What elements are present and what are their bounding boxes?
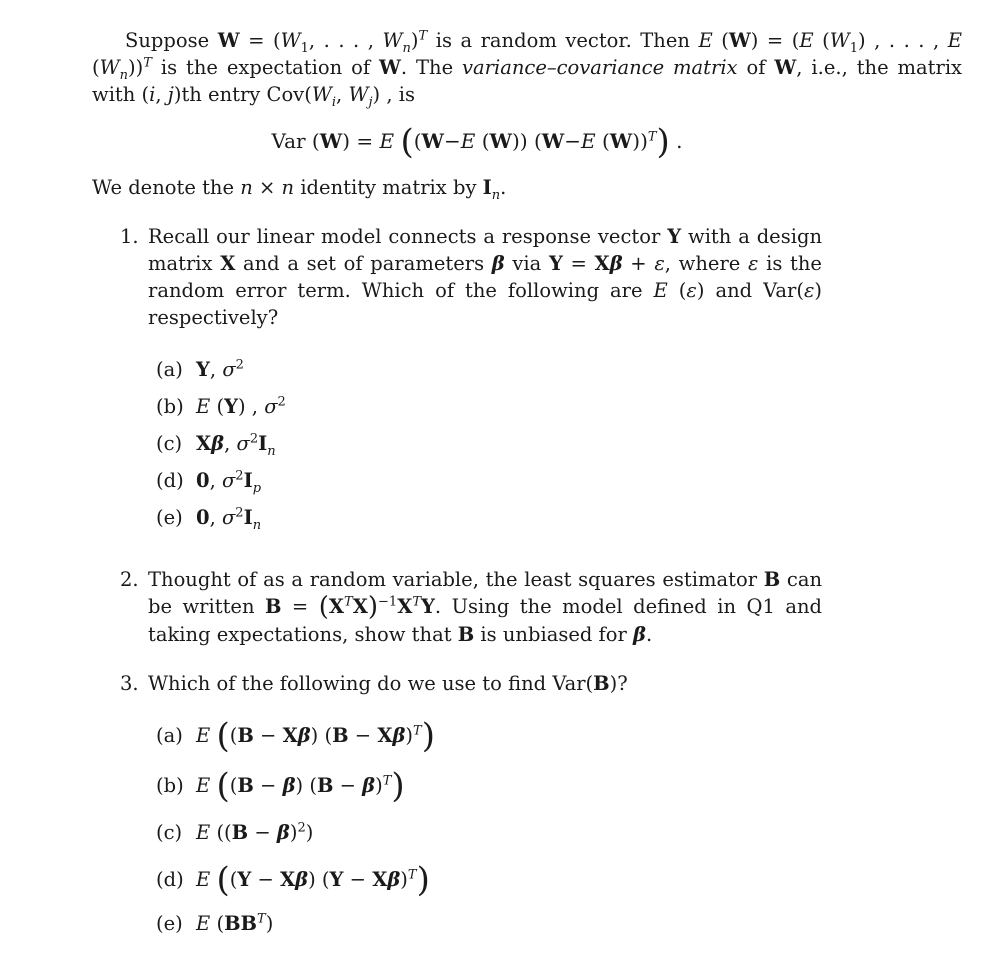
option-1d: (d) 0, $\sigma^2I_p$ xyxy=(156,468,262,496)
question-text: Thought of as a random variable, the least squares estimator B can be written $B = (X^TX)^{-1}X^TY$. Using the model defined in Q1 and taking expectations, show that B is unbiased for β. xyxy=(148,568,823,646)
question-text: Recall our linear model connects a response vector Y with a design matrix X and a set of parameters β via Y = Xβ + ε, where ε is the random error term. Which of the following are E (ε) and Var(ε) respectively? xyxy=(148,225,823,329)
option-1a: (a) Y, $\sigma^2$ xyxy=(156,357,244,381)
intro-emphasis: variance–covariance matrix xyxy=(462,56,738,79)
option-3c: (c) E $((B - \beta)^2)$ xyxy=(156,820,314,844)
intro-text: Suppose xyxy=(125,29,210,52)
option-3b: (b) E ((B − β) $(B - \beta)^T$) xyxy=(156,766,405,806)
option-1c: (c) Xβ, $\sigma^2I_n$ xyxy=(156,431,276,459)
question-3 xyxy=(120,670,822,697)
intro-paragraph: Suppose $W = (W_1$, . . . , $W_n)^T$ is a random vector. Then E (W) = (E $(W_1)$ , . . . , E $(W_n))^T$ is the expectation of W. The variance–covariance matrix of W, i.e., the matrix with (i, j)th entry $Cov(W_i$, $W_j$) , is xyxy=(92,28,963,110)
question-3-options xyxy=(156,711,962,942)
intro-text: is the expectation of xyxy=(160,56,371,79)
option-1e: (e) 0, $\sigma^2I_n$ xyxy=(156,505,262,533)
identity-text: We denote the xyxy=(92,176,235,199)
intro-text: is a random vector. Then xyxy=(435,29,690,52)
option-3e: (e) E $(BB^T)$ xyxy=(156,911,274,935)
question-number: 1. xyxy=(120,225,139,248)
identity-paragraph: We denote the n × n identity matrix by $I_n$. xyxy=(92,176,507,203)
identity-text: identity matrix by xyxy=(300,176,477,199)
intro-text: The xyxy=(416,56,454,79)
intro-text: th entry Cov( xyxy=(181,83,312,106)
question-number: 3. xyxy=(120,672,139,695)
question-number: 2. xyxy=(120,568,139,591)
document-page xyxy=(92,27,962,942)
variance-definition-equation: Var (W) = E ((W−E (W)) (W−E (W))$^T$) . xyxy=(271,122,683,162)
option-3d: (d) E ((Y − Xβ) $(Y - X\beta)^T$) xyxy=(156,860,430,900)
intro-text: i.e., the matrix with xyxy=(92,56,963,106)
intro-text: of xyxy=(746,56,766,79)
question-text: Which of the following do we use to find Var(B)? xyxy=(148,672,628,695)
question-1-options xyxy=(156,351,962,536)
intro-text: , is xyxy=(386,83,415,106)
option-1b: (b) E (Y) , $\sigma^2$ xyxy=(156,394,286,418)
question-1 xyxy=(120,223,822,331)
question-2 xyxy=(120,566,822,648)
option-3a: (a) E ((B − Xβ) $(B - X\beta)^T$) xyxy=(156,716,435,756)
